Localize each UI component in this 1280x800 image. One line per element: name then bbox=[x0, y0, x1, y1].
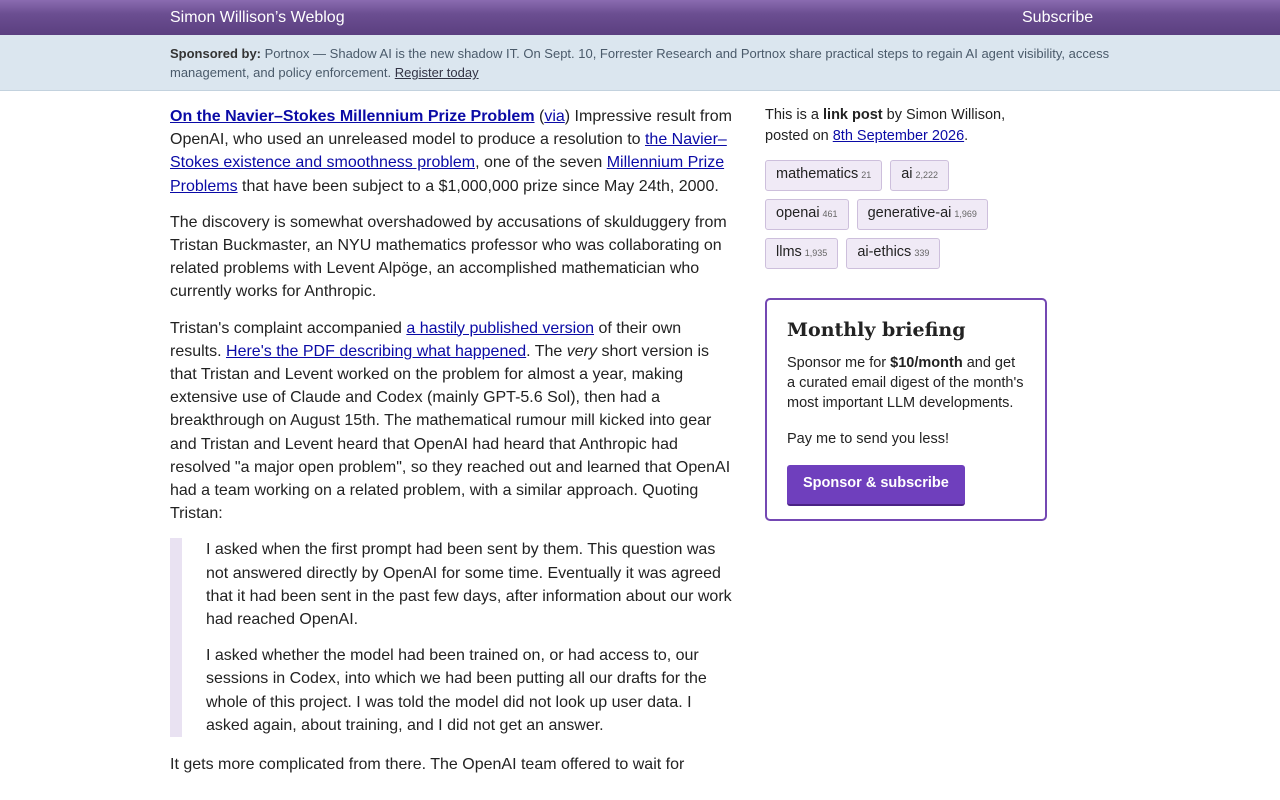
millennium-prize-link[interactable]: Millennium Prize Problems bbox=[170, 154, 725, 195]
post-paragraph-2: The discovery is somewhat overshadowed by accusations of skulduggery from Tristan Buckmaster, an NYU mathematics professor who was collaborating on related problems with Levent Alpöge, an accomplished mathematician who currently works for Anthropic. bbox=[170, 213, 727, 301]
tag-generative-ai[interactable] bbox=[857, 199, 988, 230]
register-today-link[interactable]: Register today bbox=[394, 65, 479, 80]
hastily-published-link[interactable]: a hastily published version bbox=[406, 319, 595, 337]
pdf-link[interactable]: Here's the PDF describing what happened bbox=[226, 342, 527, 360]
briefing-text-a: Sponsor me for bbox=[787, 355, 891, 371]
subscribe-link[interactable]: Subscribe bbox=[1022, 9, 1094, 26]
sponsor-message: Portnox — Shadow AI is the new shadow IT. On Sept. 10, Forrester Research and Portnox share practical steps to regain AI agent visibility, access management, and policy enforcement. bbox=[170, 46, 1110, 80]
sponsor-subscribe-button[interactable]: Sponsor & subscribe bbox=[787, 465, 965, 506]
sponsor-text bbox=[170, 44, 1115, 82]
tag-label: openai bbox=[776, 205, 820, 221]
post-paragraph-1 bbox=[170, 105, 732, 198]
quote-paragraph-2: I asked whether the model had been trained on, or had access to, our sessions in Codex, into which we had been putting all our drafts for the whole of this project. I was told the model did not look up user data. I asked again, about training, and I did not get an answer. bbox=[206, 647, 707, 734]
sponsor-banner bbox=[0, 35, 1280, 91]
p3-text-b: of their own results. bbox=[170, 319, 682, 360]
tag-list bbox=[765, 160, 1025, 269]
tag-count: 21 bbox=[861, 170, 872, 180]
p3-emphasis: very bbox=[566, 342, 597, 360]
tag-count: 1,935 bbox=[804, 248, 828, 258]
tag-count: 461 bbox=[822, 209, 838, 219]
tag-label: mathematics bbox=[776, 166, 859, 182]
tag-count: 339 bbox=[914, 248, 930, 258]
tag-label: llms bbox=[776, 244, 802, 260]
briefing-title: Monthly briefing bbox=[787, 319, 966, 341]
tag-openai[interactable] bbox=[765, 199, 849, 230]
sidebar bbox=[765, 105, 1045, 491]
tag-count: 1,969 bbox=[954, 209, 977, 219]
post-paragraph-3 bbox=[170, 317, 732, 526]
tag-label: ai-ethics bbox=[857, 244, 912, 260]
sponsor-label: Sponsored by: bbox=[170, 46, 262, 61]
p3-text-a: Tristan's complaint accompanied bbox=[170, 319, 407, 337]
tag-ai-ethics[interactable] bbox=[846, 238, 940, 269]
meta-link-post: link post bbox=[823, 107, 883, 123]
briefing-text-2: Pay me to send you less! bbox=[787, 431, 949, 447]
tag-label: ai bbox=[901, 166, 913, 182]
post-date-link[interactable]: 8th September 2026 bbox=[832, 128, 965, 144]
quote-paragraph-1: I asked when the first prompt had been sent by them. This question was not answered directly by OpenAI for some time. Eventually it was agreed that it had been sent in the past few days, after information about our work had reached OpenAI. bbox=[206, 541, 732, 629]
meta-text-a: This is a bbox=[765, 107, 824, 123]
p3-text-d: short version is that Tristan and Levent worked on the problem for almost a year, making extensive use of Claude and Codex (mainly GPT-5.6 Sol), then had a breakthrough on August 15th. The mathematical rumour mill kicked into gear and Tristan and Levent heard that OpenAI had heard that Anthropic had resolved "a major open problem", so they reached out and learned that OpenAI had a team working on a related problem, with a similar approach. Quoting Tristan: bbox=[170, 342, 731, 523]
tag-mathematics[interactable] bbox=[765, 160, 882, 191]
post-content bbox=[170, 105, 732, 789]
meta-text-c: by Simon Willison, posted on bbox=[765, 107, 1006, 144]
monthly-briefing-box bbox=[765, 298, 1047, 521]
p1-text-b: , one of the seven bbox=[475, 154, 607, 172]
briefing-price: $10/month bbox=[890, 355, 963, 371]
tag-label: generative-ai bbox=[867, 205, 952, 221]
p1-text-a: ) Impressive result from OpenAI, who used an unreleased model to produce a resolution to bbox=[170, 108, 732, 149]
meta-text-d: . bbox=[964, 128, 969, 144]
site-header bbox=[0, 0, 1280, 35]
tag-llms[interactable] bbox=[765, 238, 838, 269]
navier-stokes-problem-link[interactable]: the Navier–Stokes existence and smoothness problem bbox=[170, 131, 727, 172]
briefing-text bbox=[787, 353, 1025, 413]
site-title-link[interactable]: Simon Willison’s Weblog bbox=[170, 9, 345, 26]
post-paragraph-4: It gets more complicated from there. The OpenAI team offered to wait for bbox=[170, 756, 685, 774]
briefing-text-c: and get a curated email digest of the month's most important LLM developments. bbox=[787, 355, 1024, 411]
p3-text-c: . The bbox=[526, 342, 567, 360]
via-open-paren: ( bbox=[539, 108, 545, 125]
tag-ai[interactable] bbox=[890, 160, 949, 191]
via-link[interactable]: via bbox=[544, 108, 565, 125]
p1-text-c: that have been subject to a $1,000,000 prize since May 24th, 2000. bbox=[237, 177, 719, 195]
post-meta bbox=[765, 105, 1045, 147]
tristan-quote bbox=[170, 538, 732, 737]
post-title-link[interactable]: On the Navier–Stokes Millennium Prize Problem bbox=[170, 108, 535, 125]
tag-count: 2,222 bbox=[915, 170, 939, 180]
